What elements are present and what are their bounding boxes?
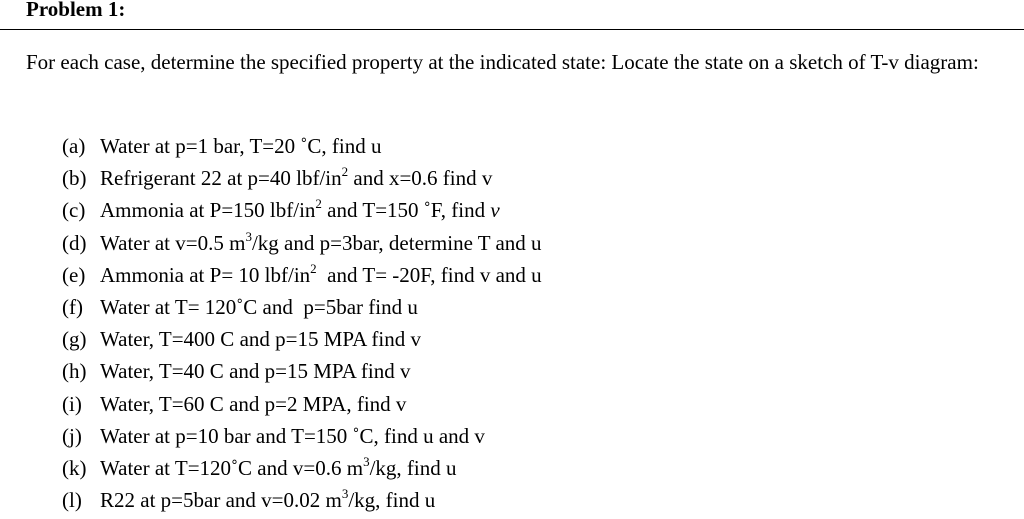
- case-text: Water, T=40 C and p=15 MPA find v: [100, 359, 411, 384]
- case-label: (g): [62, 327, 87, 352]
- case-text: and T=150 ˚F, find: [321, 198, 491, 223]
- superscript: 2: [341, 164, 349, 180]
- case-text: Ammonia at P=150 lbf/in: [100, 198, 316, 223]
- case-text: Water, T=60 C and p=2 MPA, find v: [100, 391, 407, 416]
- case-text: Water, T=400 C and p=15 MPA find v: [100, 327, 421, 352]
- case-text: Water at v=0.5 m: [100, 230, 246, 255]
- case-item-l: [62, 484, 542, 516]
- case-text: Water at p=1 bar, T=20 ˚C, find u: [100, 134, 382, 158]
- case-text-italic: v: [490, 198, 500, 223]
- case-text: Refrigerant 22 at p=40 lbf/in: [100, 166, 342, 191]
- case-item-i: [62, 388, 542, 420]
- case-label: (a): [62, 134, 86, 158]
- case-text: /kg and p=3bar, determine T and u: [251, 230, 542, 255]
- case-text: Water at T= 120˚C and p=5bar find u: [100, 295, 418, 320]
- case-text: and x=0.6 find v: [348, 166, 493, 191]
- case-item-d: [62, 227, 542, 259]
- case-label: (f): [62, 295, 83, 320]
- case-label: (b): [62, 166, 87, 191]
- case-label: (l): [62, 488, 82, 513]
- superscript: 2: [315, 196, 322, 212]
- case-label: (h): [62, 359, 87, 384]
- case-label: (k): [62, 456, 87, 481]
- case-item-e: [62, 259, 542, 291]
- case-item-c: [62, 194, 542, 226]
- case-item-g: [62, 323, 542, 355]
- case-list: [62, 130, 542, 516]
- case-text: /kg, find u: [369, 456, 457, 481]
- case-item-b: [62, 162, 542, 194]
- case-text: Water at T=120˚C and v=0.6 m: [100, 456, 364, 481]
- case-label: (e): [62, 262, 86, 287]
- case-text: Ammonia at P= 10 lbf/in: [100, 262, 311, 287]
- superscript: 2: [310, 260, 317, 276]
- case-label: (c): [62, 198, 86, 223]
- problem-title: Problem 1:: [26, 0, 126, 21]
- superscript: 3: [341, 486, 349, 502]
- case-label: (d): [62, 230, 87, 255]
- superscript: 3: [245, 228, 252, 244]
- title-divider: [0, 29, 1024, 30]
- case-item-a: [62, 130, 542, 162]
- case-text: R22 at p=5bar and v=0.02 m: [100, 488, 342, 513]
- case-label: (i): [62, 391, 82, 416]
- case-item-k: [62, 452, 542, 484]
- case-item-h: [62, 355, 542, 387]
- case-text: and T= -20F, find v and u: [316, 262, 542, 287]
- case-item-f: [62, 291, 542, 323]
- case-item-j: [62, 420, 542, 452]
- case-label: (j): [62, 423, 82, 448]
- case-text: Water at p=10 bar and T=150 ˚C, find u and v: [100, 423, 485, 448]
- superscript: 3: [363, 454, 370, 470]
- problem-intro: For each case, determine the specified property at the indicated state: Locate the state on a sketch of T-v diagram:: [26, 50, 979, 74]
- case-text: /kg, find u: [348, 488, 436, 513]
